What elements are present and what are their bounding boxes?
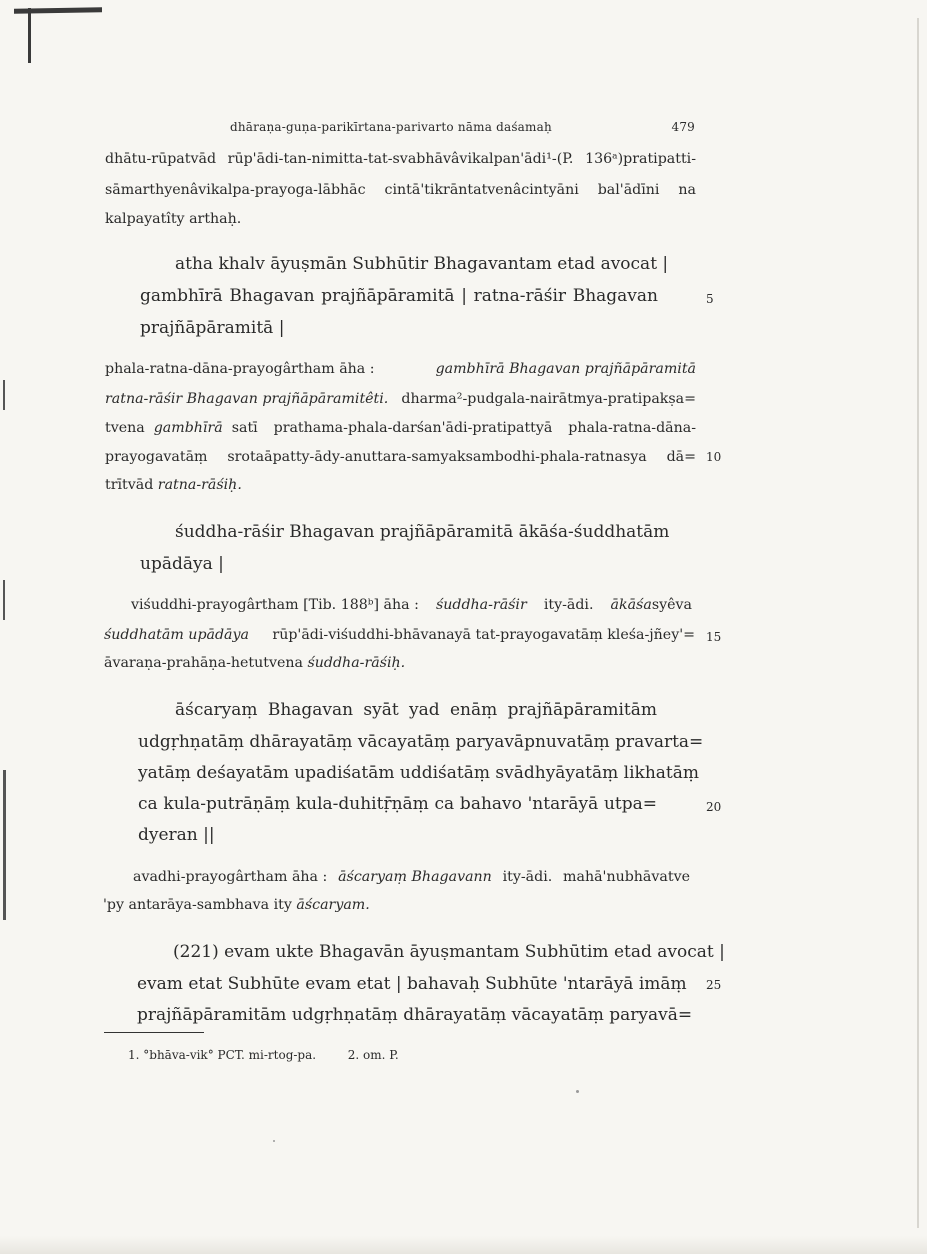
scan-edge-marks	[3, 380, 13, 940]
footnotes	[128, 1048, 399, 1062]
line-number: 10	[706, 450, 722, 464]
text-line: phala-ratna-dāna-prayogârtham āha : gambhīrā Bhagavan prajñāpāramitā	[105, 361, 696, 377]
text-line: tvena gambhīrā satī prathama-phala-darśan'ādi-pratipattyā phala-ratna-dāna-	[105, 420, 696, 436]
footnote-2: 2. om. P.	[347, 1048, 399, 1062]
scan-speck	[273, 1140, 275, 1142]
line-number: 20	[706, 800, 722, 814]
text-line: ratna-rāśir Bhagavan prajñāpāramitêti. dharma²-pudgala-nairātmya-pratipakṣa=	[105, 391, 696, 407]
scan-speck	[576, 1090, 579, 1093]
line-number: 15	[706, 630, 722, 644]
text-line: trītvād ratna-rāśiḥ.	[105, 477, 242, 493]
text-line: avadhi-prayogârtham āha : āścaryaṃ Bhagavann ity-ādi. mahā'nubhāvatve	[133, 869, 690, 885]
root-line: yatāṃ deśayatām upadiśatām uddiśatāṃ svādhyāyatāṃ likhatāṃ	[138, 763, 700, 783]
text-line: śuddhatām upādāya rūp'ādi-viśuddhi-bhāvanayā tat-prayogavatāṃ kleśa-jñey'=	[104, 627, 695, 643]
root-line: dyeran ||	[138, 825, 215, 845]
footnote-rule	[104, 1032, 204, 1033]
root-line: udgṛhṇatāṃ dhārayatāṃ vācayatāṃ paryavāpnuvatāṃ pravarta=	[138, 732, 704, 752]
scan-corner-mark	[14, 8, 104, 22]
root-line: prajñāpāramitā |	[140, 318, 285, 338]
text-line: sāmarthyenâvikalpa-prayoga-lābhāc cintā'tikrāntatvenâcintyāni bal'ādīni na	[105, 182, 696, 198]
root-line: evam etat Subhūte evam etat | bahavaḥ Subhūte 'ntarāyā imāṃ	[137, 974, 687, 994]
root-line: āścaryaṃ Bhagavan syāt yad enāṃ prajñāpāramitām	[175, 700, 657, 720]
text-line: 'py antarāya-sambhava ity āścaryam.	[103, 897, 370, 913]
running-header	[230, 120, 695, 134]
page-number: 479	[671, 120, 695, 134]
footnote-1: 1. °bhāva-vik° PCT. mi-rtog-pa.	[128, 1048, 317, 1062]
line-number: 5	[706, 292, 714, 306]
text-line: viśuddhi-prayogârtham [Tib. 188ᵇ] āha : śuddha-rāśir ity-ādi. ākāśasyêva	[131, 597, 692, 613]
text-line: prayogavatāṃ srotaāpatty-ādy-anuttara-samyaksambodhi-phala-ratnasya dā=	[105, 449, 696, 465]
root-line: upādāya |	[140, 554, 224, 574]
running-title: dhāraṇa-guṇa-parikīrtana-parivarto nāma daśamaḥ	[230, 120, 552, 134]
root-line: (221) evam ukte Bhagavān āyuṣmantam Subhūtim etad avocat |	[173, 942, 725, 962]
root-line: ca kula-putrāṇāṃ kula-duhitṝṇāṃ ca bahavo 'ntarāyā utpa=	[138, 794, 657, 814]
text-line: āvaraṇa-prahāṇa-hetutvena śuddha-rāśiḥ.	[104, 655, 406, 671]
line-number: 25	[706, 978, 722, 992]
root-line: prajñāpāramitām udgṛhṇatāṃ dhārayatāṃ vācayatāṃ paryavā=	[137, 1005, 693, 1025]
root-line: gambhīrā Bhagavan prajñāpāramitā | ratna-rāśir Bhagavan	[140, 286, 658, 306]
root-line: śuddha-rāśir Bhagavan prajñāpāramitā ākāśa-śuddhatām	[175, 522, 670, 542]
scan-bottom-shadow	[0, 1236, 927, 1254]
root-line: atha khalv āyuṣmān Subhūtir Bhagavantam etad avocat |	[175, 254, 669, 274]
scan-right-edge	[917, 18, 919, 1228]
text-line: kalpayatîty arthaḥ.	[105, 211, 242, 227]
text-line: dhātu-rūpatvād rūp'ādi-tan-nimitta-tat-svabhāvâvikalpan'ādi¹-(P. 136ᵃ)pratipatti-	[105, 151, 696, 167]
